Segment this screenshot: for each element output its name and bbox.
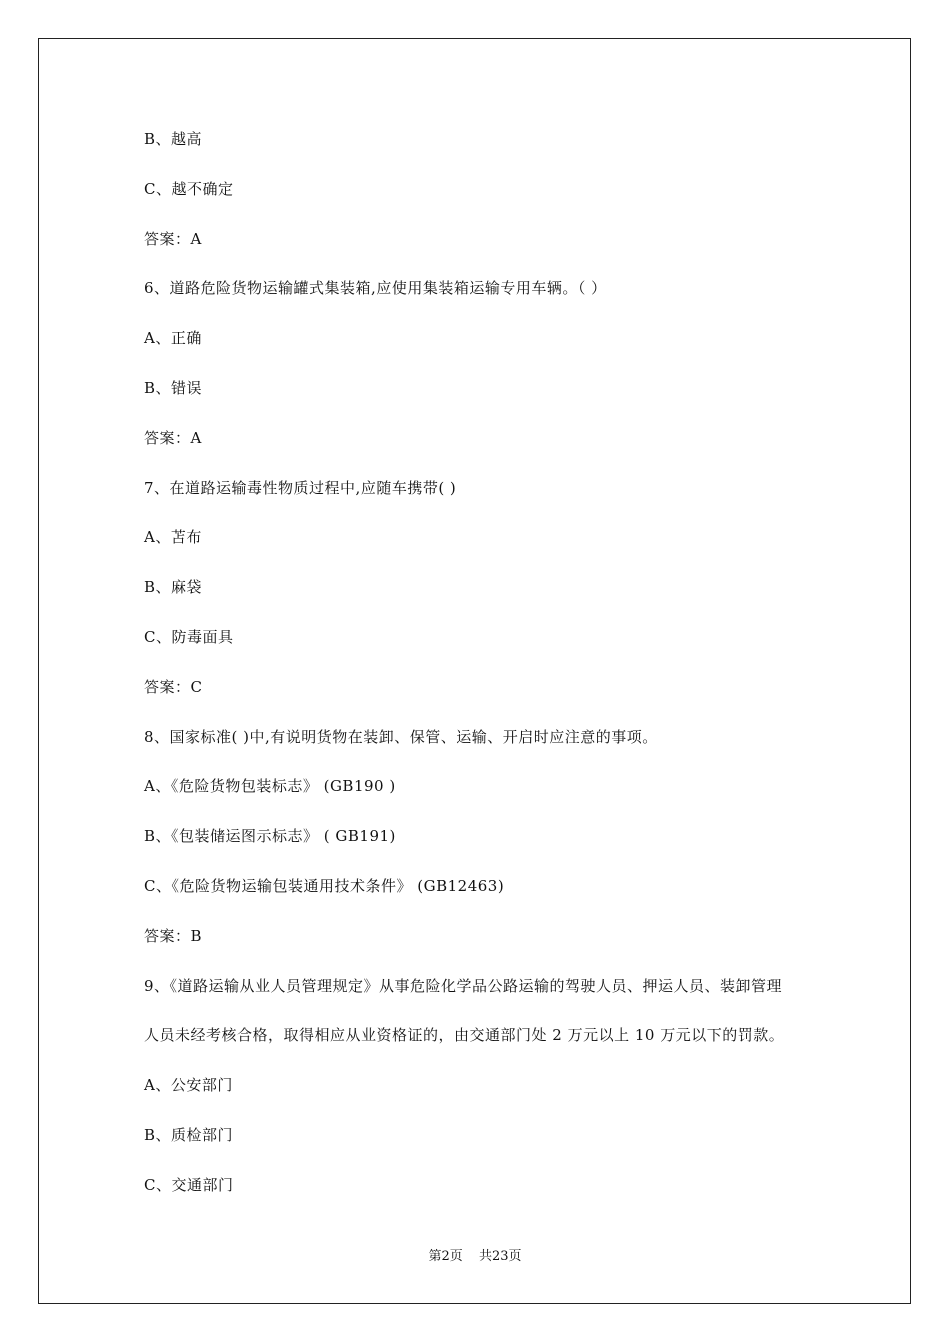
option-c-line: C、《危险货物运输包装通用技术条件》 (GB12463) [144,876,505,895]
option-a-line: A、苫布 [144,528,202,547]
option-c-line: C、越不确定 [144,179,234,198]
answer-line: 答案：C [144,677,203,696]
question-9: 9、《道路运输从业人员管理规定》从事危险化学品公路运输的驾驶人员、押运人员、装卸管理 [144,976,783,995]
option-b-line: B、错误 [144,378,203,397]
option-c-line: C、防毒面具 [144,627,234,646]
page-footer [0,1248,950,1266]
question-9-continued: 人员未经考核合格，取得相应从业资格证的，由交通部门处 2 万元以上 10 万元以下的罚款。 [144,1026,785,1045]
option-c-line: C、交通部门 [144,1175,234,1194]
page-number: 第2页 [428,1249,463,1264]
page-total: 共23页 [478,1249,522,1264]
option-a-line: A、《危险货物包装标志》 (GB190 ) [144,777,396,796]
question-7: 7、在道路运输毒性物质过程中,应随车携带( ) [144,478,457,497]
document-body [144,128,844,1224]
option-b-line: B、质检部门 [144,1125,234,1144]
option-a-line: A、正确 [144,329,202,348]
answer-line: 答案：A [144,428,202,447]
answer-line: 答案：A [144,229,202,248]
answer-line: 答案：B [144,926,203,945]
question-6: 6、道路危险货物运输罐式集装箱,应使用集装箱运输专用车辆。（ ） [144,279,607,298]
option-b-line: B、麻袋 [144,578,203,597]
question-8: 8、国家标准( )中,有说明货物在装卸、保管、运输、开启时应注意的事项。 [144,727,658,746]
option-b-line: B、越高 [144,130,203,148]
option-a-line: A、公安部门 [144,1076,233,1095]
option-b-line: B、《包装储运图示标志》 ( GB191) [144,827,396,846]
